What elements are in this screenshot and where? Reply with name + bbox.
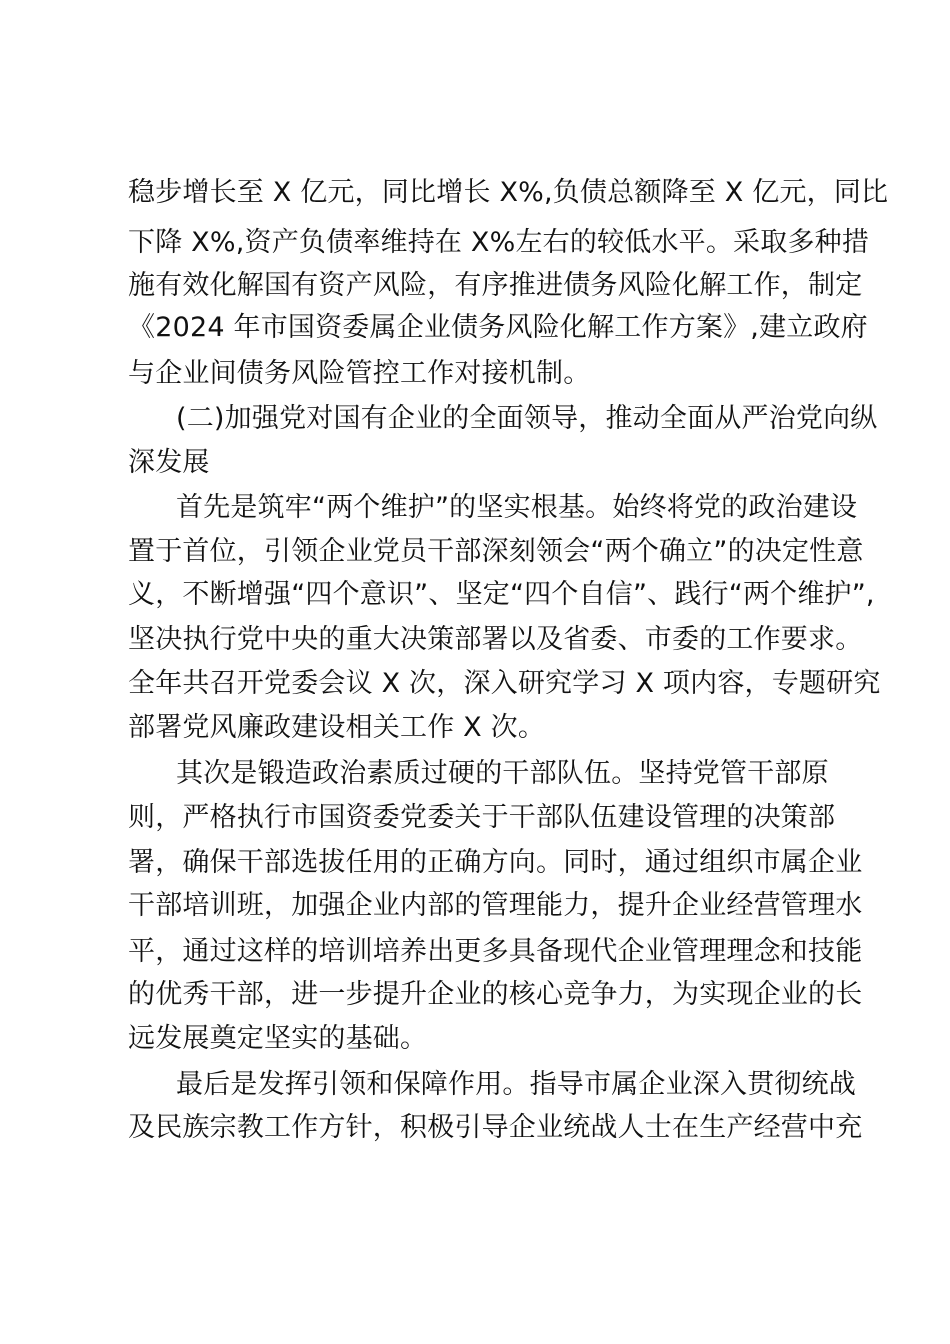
text-line: 的优秀干部，进一步提升企业的核心竞争力，为实现企业的长	[128, 979, 863, 1010]
text-line: 稳步增长至 X 亿元，同比增长 X%,负债总额降至 X 亿元，同比	[128, 177, 889, 208]
text-line: 义，不断增强“四个意识”、坚定“四个自信”、践行“两个维护”,	[128, 579, 875, 610]
text-line: 下降 X%,资产负债率维持在 X%左右的较低水平。采取多种措	[128, 227, 870, 258]
text-line: 最后是发挥引领和保障作用。指导市属企业深入贯彻统战	[176, 1069, 856, 1100]
section-heading-line: (二)加强党对国有企业的全面领导，推动全面从严治党向纵	[176, 403, 878, 434]
text-line: 平，通过这样的培训培养出更多具备现代企业管理理念和技能	[128, 936, 863, 967]
section-heading-line: 深发展	[128, 447, 210, 478]
text-line: 其次是锻造政治素质过硬的干部队伍。坚持党管干部原	[176, 758, 829, 789]
text-line: 《2024 年市国资委属企业债务风险化解工作方案》,建立政府	[128, 312, 868, 343]
text-line: 置于首位，引领企业党员干部深刻领会“两个确立”的决定性意	[128, 536, 864, 567]
text-line: 远发展奠定坚实的基础。	[128, 1023, 428, 1054]
text-line: 干部培训班，加强企业内部的管理能力，提升企业经营管理水	[128, 890, 863, 921]
text-line: 坚决执行党中央的重大决策部署以及省委、市委的工作要求。	[128, 624, 863, 655]
text-line: 全年共召开党委会议 X 次，深入研究学习 X 项内容，专题研究	[128, 668, 881, 699]
text-line: 施有效化解国有资产风险，有序推进债务风险化解工作，制定	[128, 270, 863, 301]
text-line: 则，严格执行市国资委党委关于干部队伍建设管理的决策部	[128, 802, 836, 833]
text-line: 及民族宗教工作方针，积极引导企业统战人士在生产经营中充	[128, 1112, 863, 1143]
text-line: 署，确保干部选拔任用的正确方向。同时，通过组织市属企业	[128, 847, 863, 878]
text-line: 部署党风廉政建设相关工作 X 次。	[128, 712, 546, 743]
text-line: 与企业间债务风险管控工作对接机制。	[128, 358, 591, 389]
text-line: 首先是筑牢“两个维护”的坚实根基。始终将党的政治建设	[176, 492, 858, 523]
